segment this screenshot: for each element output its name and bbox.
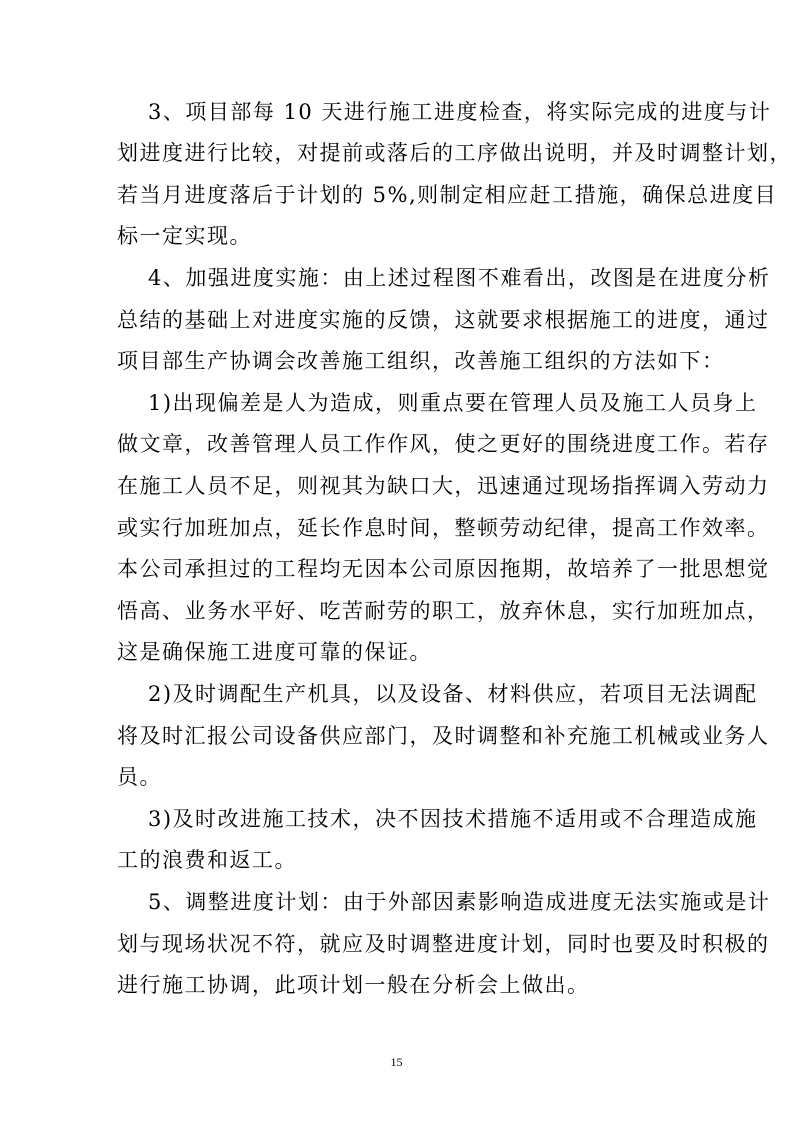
paragraph-3-line: 标一定实现。 bbox=[117, 224, 252, 248]
page-number: 15 bbox=[390, 1055, 403, 1069]
paragraph-5-line: 划与现场状况不符，就应及时调整进度计划，同时也要及时积极的 bbox=[117, 932, 770, 956]
item-1-line: 这是确保施工进度可靠的保证。 bbox=[117, 640, 432, 664]
item-1-line: 悟高、业务水平好、吃苦耐劳的职工，放弃休息，实行加班加点， bbox=[117, 599, 770, 623]
item-1-line: 或实行加班加点，延长作息时间，整顿劳动纪律，提高工作效率。 bbox=[117, 516, 770, 540]
item-2-line: 将及时汇报公司设备供应部门，及时调整和补充施工机械或业务人 bbox=[117, 724, 770, 748]
paragraph-5-line: 进行施工协调，此项计划一般在分析会上做出。 bbox=[117, 973, 590, 997]
item-1-line: 1)出现偏差是人为造成，则重点要在管理人员及施工人员身上 bbox=[148, 391, 758, 415]
paragraph-5-line: 5、调整进度计划：由于外部因素影响造成进度无法实施或是计 bbox=[148, 890, 771, 914]
paragraph-4-line: 总结的基础上对进度实施的反馈，这就要求根据施工的进度，通过 bbox=[117, 308, 770, 332]
paragraph-3-line: 3、项目部每 10 天进行施工进度检查，将实际完成的进度与计 bbox=[148, 100, 772, 124]
item-1-line: 做文章，改善管理人员工作作风，使之更好的围绕进度工作。若存 bbox=[117, 432, 770, 456]
item-1-line: 在施工人员不足，则视其为缺口大，迅速通过现场指挥调入劳动力 bbox=[117, 474, 770, 498]
paragraph-4-line: 项目部生产协调会改善施工组织，改善施工组织的方法如下： bbox=[117, 349, 725, 373]
item-3-line: 3)及时改进施工技术，决不因技术措施不适用或不合理造成施 bbox=[148, 807, 758, 831]
item-2-line: 员。 bbox=[117, 765, 162, 789]
item-1-line: 本公司承担过的工程均无因本公司原因拖期，故培养了一批思想觉 bbox=[117, 557, 770, 581]
item-2-line: 2)及时调配生产机具，以及设备、材料供应，若项目无法调配 bbox=[148, 682, 758, 706]
paragraph-3-line: 划进度进行比较，对提前或落后的工序做出说明，并及时调整计划， bbox=[117, 141, 792, 165]
paragraph-3-line: 若当月进度落后于计划的 5%,则制定相应赶工措施，确保总进度目 bbox=[117, 183, 778, 207]
item-3-line: 工的浪费和返工。 bbox=[117, 848, 297, 872]
paragraph-4-line: 4、加强进度实施：由上述过程图不难看出，改图是在进度分析 bbox=[148, 266, 771, 290]
